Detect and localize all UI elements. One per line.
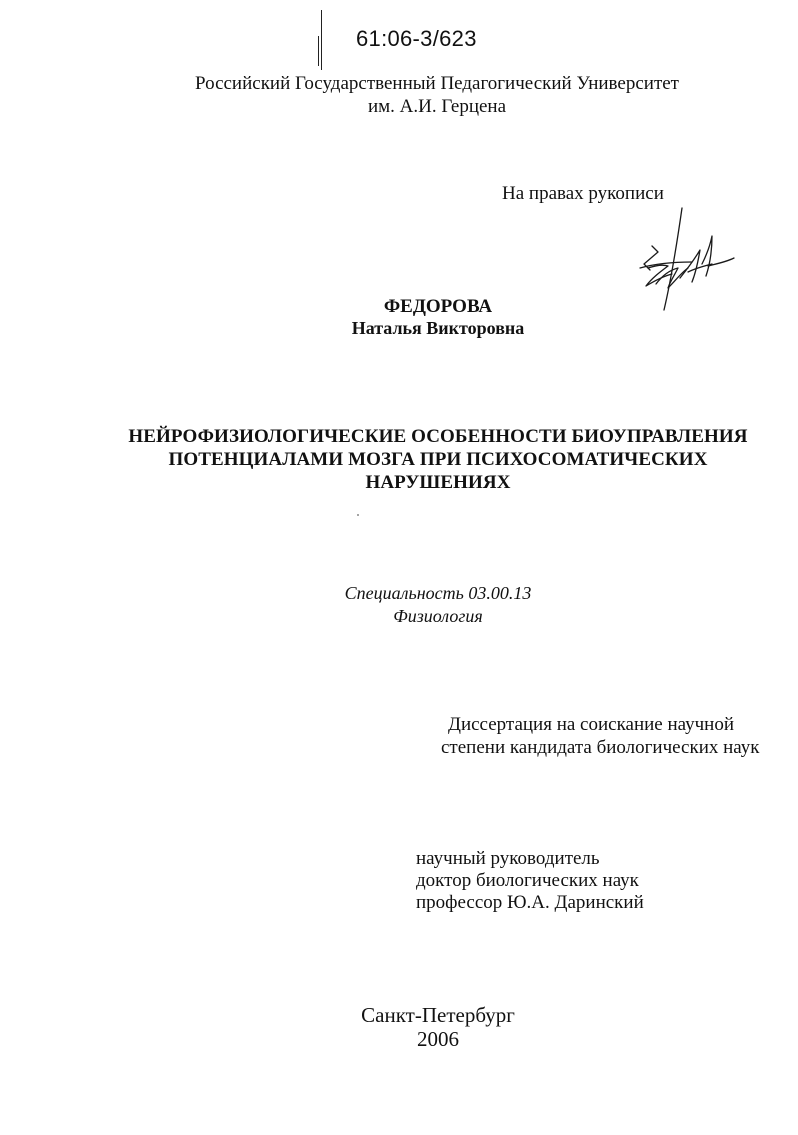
degree-statement-line-1: Диссертация на соискание научной [448, 714, 735, 735]
specialty-code: Специальность 03.00.13 [344, 583, 532, 603]
author-surname: ФЕДОРОВА [383, 296, 493, 317]
degree-statement-line-2: степени кандидата биологических наук [441, 737, 760, 758]
thesis-title-line-2: ПОТЕНЦИАЛАМИ МОЗГА ПРИ ПСИХОСОМАТИЧЕСКИХ [168, 449, 708, 470]
specialty-name: Физиология [393, 606, 483, 626]
supervisor-name: профессор Ю.А. Даринский [416, 892, 644, 913]
stamp-rule [321, 10, 322, 70]
city: Санкт-Петербург [361, 1003, 515, 1027]
year: 2006 [417, 1027, 459, 1051]
institution-eponym: им. А.И. Герцена [367, 96, 507, 117]
thesis-title-line-1: НЕЙРОФИЗИОЛОГИЧЕСКИЕ ОСОБЕННОСТИ БИОУПРАВЛЕНИЯ [128, 426, 748, 447]
supervisor-role: научный руководитель [416, 848, 600, 869]
archive-stamp-code: 61:06-3/623 [356, 26, 477, 51]
author-given-names: Наталья Викторовна [351, 318, 525, 338]
manuscript-rights-note: На правах рукописи [502, 183, 664, 204]
supervisor-degree: доктор биологических наук [416, 870, 639, 891]
institution-name: Российский Государственный Педагогический Университет [195, 73, 679, 94]
scan-speck [357, 514, 359, 516]
thesis-title-line-3: НАРУШЕНИЯХ [365, 472, 511, 493]
stamp-rule-secondary [318, 36, 319, 66]
